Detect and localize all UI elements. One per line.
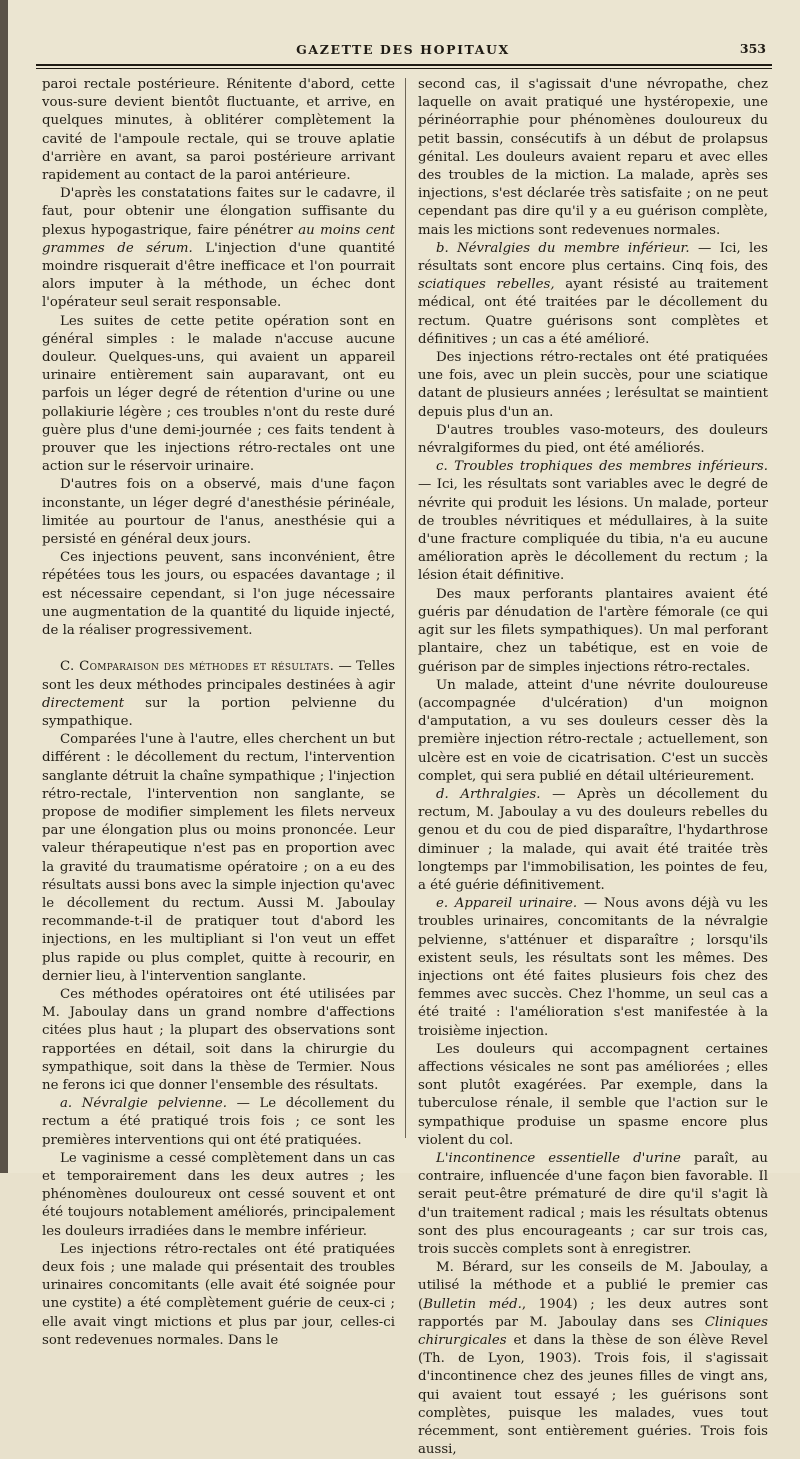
paragraph: Un malade, atteint d'une névrite douloureuse (accompagnée d'ulcération) d'un moignon d'amputation, a vu ses douleurs cesser dès la première injection rétro-rectale ; actuellement, son ulcère est en voie de cicatrisation. C'est un succès complet, qui sera publié en détail ultérieurement. [418, 677, 768, 784]
subsection-heading: c. Troubles trophiques des membres inférieurs. [436, 459, 768, 475]
column-divider [405, 78, 406, 1138]
subsection-heading: b. Névralgies du membre inférieur. [436, 240, 690, 256]
subsection-heading: e. Appareil urinaire. [436, 896, 578, 912]
paragraph: D'autres troubles vaso-moteurs, des douleurs névralgiformes du pied, ont été améliorés. [418, 422, 768, 457]
header-rule-thick [36, 64, 772, 66]
subsection-heading: a. Névralgie pelvienne. [60, 1096, 227, 1112]
paragraph: D'après les constatations faites sur le cadavre, il faut, pour obtenir une élongation suffisante du plexus hypogastrique, faire pénétrer au moins cent grammes de sérum. L'injection d'une quantité moindre risquerait d'être inefficace et l'on pourrait alors imputer à la méthode, un échec dont l'opérateur seul serait responsable. [42, 186, 395, 311]
paragraph: second cas, il s'agissait d'une névropathe, chez laquelle on avait pratiqué une hystéropexie, une périnéorraphie pour phénomènes douloureux du petit bassin, consécutifs à un début de prolapsus génital. Les douleurs avaient reparu et avec elles des troubles de la miction. La malade, après ses injections, s'est déclarée très satisfaite ; on ne peut cependant pas dire qu'il y a eu guérison complète, mais les mictions sont redevenues normales. [418, 77, 768, 238]
paragraph: a. Névralgie pelvienne. — Le décollement du rectum a été pratiqué trois fois ; ce sont les premières interventions qui ont été pratiquées. [42, 1096, 395, 1148]
journal-title: GAZETTE DES HOPITAUX [296, 42, 510, 57]
paragraph: d. Arthralgies. — Après un décollement du rectum, M. Jaboulay a vu des douleurs rebelles du genou et du cou de pied disparaître, l'hydarthrose diminuer ; la malade, qui avait été traitée très longtemps par l'immobilisation, les pointes de feu, a été guérie définitivement. [418, 786, 768, 893]
paragraph: c. Troubles trophiques des membres inférieurs. — Ici, les résultats sont variables avec le degré de névrite qui produit les lésions. Un malade, porteur de troubles névritiques et médullaires, à la suite d'une fracture compliquée du tibia, n'a eu aucune amélioration après le décollement du rectum ; la lésion était définitive. [418, 459, 768, 584]
paragraph: Les suites de cette petite opération sont en général simples : le malade n'accuse aucune douleur. Quelques-uns, qui avaient un appareil urinaire entièrement sain auparavant, ont eu parfois un léger degré de rétention d'urine ou une pollakiurie légère ; ces troubles n'ont du reste duré guère plus d'une demi-journée ; ces faits tendent à prouver que les injections rétro-rectales ont une action sur le réservoir urinaire. [42, 313, 395, 475]
left-column [42, 76, 395, 1350]
paragraph: b. Névralgies du membre inférieur. — Ici, les résultats sont encore plus certains. Cinq fois, des sciatiques rebelles, ayant résisté au traitement médical, ont été traitées par le décollement du rectum. Quatre guérisons sont complètes et définitives ; un cas a été amélioré. [418, 240, 768, 347]
paragraph: Des maux perforants plantaires avaient été guéris par dénudation de l'artère fémorale (ce qui agit sur les filets sympathiques). Un mal perforant plantaire, chez un tabétique, est en voie de guérison par de simples injections rétro-rectales. [418, 586, 768, 675]
paragraph: Ces injections peuvent, sans inconvénient, être répétées tous les jours, ou espacées davantage ; il est nécessaire cependant, si l'on juge nécessaire une augmentation de la quantité du liquide injecté, de la réaliser progressivement. [42, 550, 395, 639]
running-header [36, 38, 770, 62]
paragraph: D'autres fois on a observé, mais d'une façon inconstante, un léger degré d'anesthésie périnéale, limitée au pourtour de l'anus, anesthésie qui a persisté en général deux jours. [42, 477, 395, 548]
paragraph: Comparées l'une à l'autre, elles cherchent un but différent : le décollement du rectum, l'intervention sanglante détruit la chaîne sympathique ; l'injection rétro-rectale, l'intervention non sanglante, se propose de modifier simplement les filets nerveux par une élongation plus ou moins prononcée. Leur valeur thérapeutique n'est pas en proportion avec la gravité du traumatisme opératoire ; on a eu des résultats aussi bons avec la simple injection qu'avec le décollement du rectum. Aussi M. Jaboulay recommande-t-il de pratiquer tout d'abord les injections, en les multipliant si l'on veut un effet plus rapide ou plus complet, quitte à recourir, en dernier lieu, à l'intervention sanglante. [42, 732, 395, 984]
page-number: 353 [739, 41, 766, 56]
paragraph: M. Bérard, sur les conseils de M. Jaboulay, a utilisé la méthode et a publié le premier cas (Bulletin méd., 1904) ; les deux autres sont rapportés par M. Jaboulay dans ses Cliniques chirurgicales et dans la thèse de son élève Revel (Th. de Lyon, 1903). Trois fois, il s'agissait d'incontinence chez des jeunes filles de vingt ans, qui avaient tout essayé ; les guérisons sont complètes, puisque les malades, vues tout récemment, sont entièrement guéries. Trois fois aussi, [418, 1260, 768, 1458]
emphasis: au moins cent grammes de sérum. [42, 222, 395, 256]
paragraph: Le vaginisme a cessé complètement dans un cas et temporairement dans les deux autres ; les phénomènes douloureux ont cessé souvent et ont été toujours notablement améliorés, principalement les douleurs irradiées dans le membre inférieur. [42, 1150, 395, 1239]
right-column [418, 76, 768, 1459]
subsection-heading: d. Arthralgies. [436, 786, 541, 802]
section-heading: C. Comparaison des méthodes et résultats. [60, 659, 335, 675]
page-binding-edge [0, 0, 8, 1173]
section-paragraph: C. Comparaison des méthodes et résultats. — Telles sont les deux méthodes principales destinées à agir directement sur la portion pelvienne du sympathique. [42, 659, 395, 729]
paragraph: Ces méthodes opératoires ont été utilisées par M. Jaboulay dans un grand nombre d'affections citées plus haut ; la plupart des observations sont rapportées en détail, soit dans la chirurgie du sympathique, soit dans la thèse de Termier. Nous ne ferons ici que donner l'ensemble des résultats. [42, 986, 395, 1093]
paragraph: Les injections rétro-rectales ont été pratiquées deux fois ; une malade qui présentait des troubles urinaires concomitants (elle avait été soignée pour une cystite) a été complètement guérie de ceux-ci ; elle avait vingt mictions et plus par jour, celles-ci sont redevenues normales. Dans le [42, 1241, 395, 1348]
paragraph: L'incontinence essentielle d'urine paraît, au contraire, influencée d'une façon bien favorable. Il serait peut-être prématuré de dire qu'il s'agit là d'un traitement radical ; mais les résultats obtenus sont des plus encourageants ; car sur trois cas, trois succès complets sont à enregistrer. [418, 1150, 768, 1257]
emphasis: L'incontinence essentielle d'urine [436, 1150, 681, 1166]
paragraph: Les douleurs qui accompagnent certaines affections vésicales ne sont pas améliorées ; elles sont plutôt exagérées. Par exemple, dans la tuberculose rénale, il semble que l'action sur le sympathique produise un spasme encore plus violent du col. [418, 1041, 768, 1148]
header-rule-thin [36, 68, 772, 69]
paragraph: e. Appareil urinaire. — Nous avons déjà vu les troubles urinaires, concomitants de la névralgie pelvienne, s'atténuer et disparaître ; lorsqu'ils existent seuls, les résultats sont les mêmes. Des injections ont été faites plusieurs fois chez des femmes avec succès. Chez l'homme, un seul cas a été traité : l'amélioration s'est manifestée à la troisième injection. [418, 896, 768, 1039]
paragraph: Des injections rétro-rectales ont été pratiquées une fois, avec un plein succès, pour une sciatique datant de plusieurs années ; lerésultat se maintient depuis plus d'un an. [418, 350, 768, 420]
paragraph: paroi rectale postérieure. Rénitente d'abord, cette vous-sure devient bientôt fluctuante, et arrive, en quelques minutes, à oblitérer complètement la cavité de l'ampoule rectale, qui se trouve aplatie d'arrière en avant, sa paroi postérieure arrivant rapidement au contact de la paroi antérieure. [42, 77, 395, 184]
